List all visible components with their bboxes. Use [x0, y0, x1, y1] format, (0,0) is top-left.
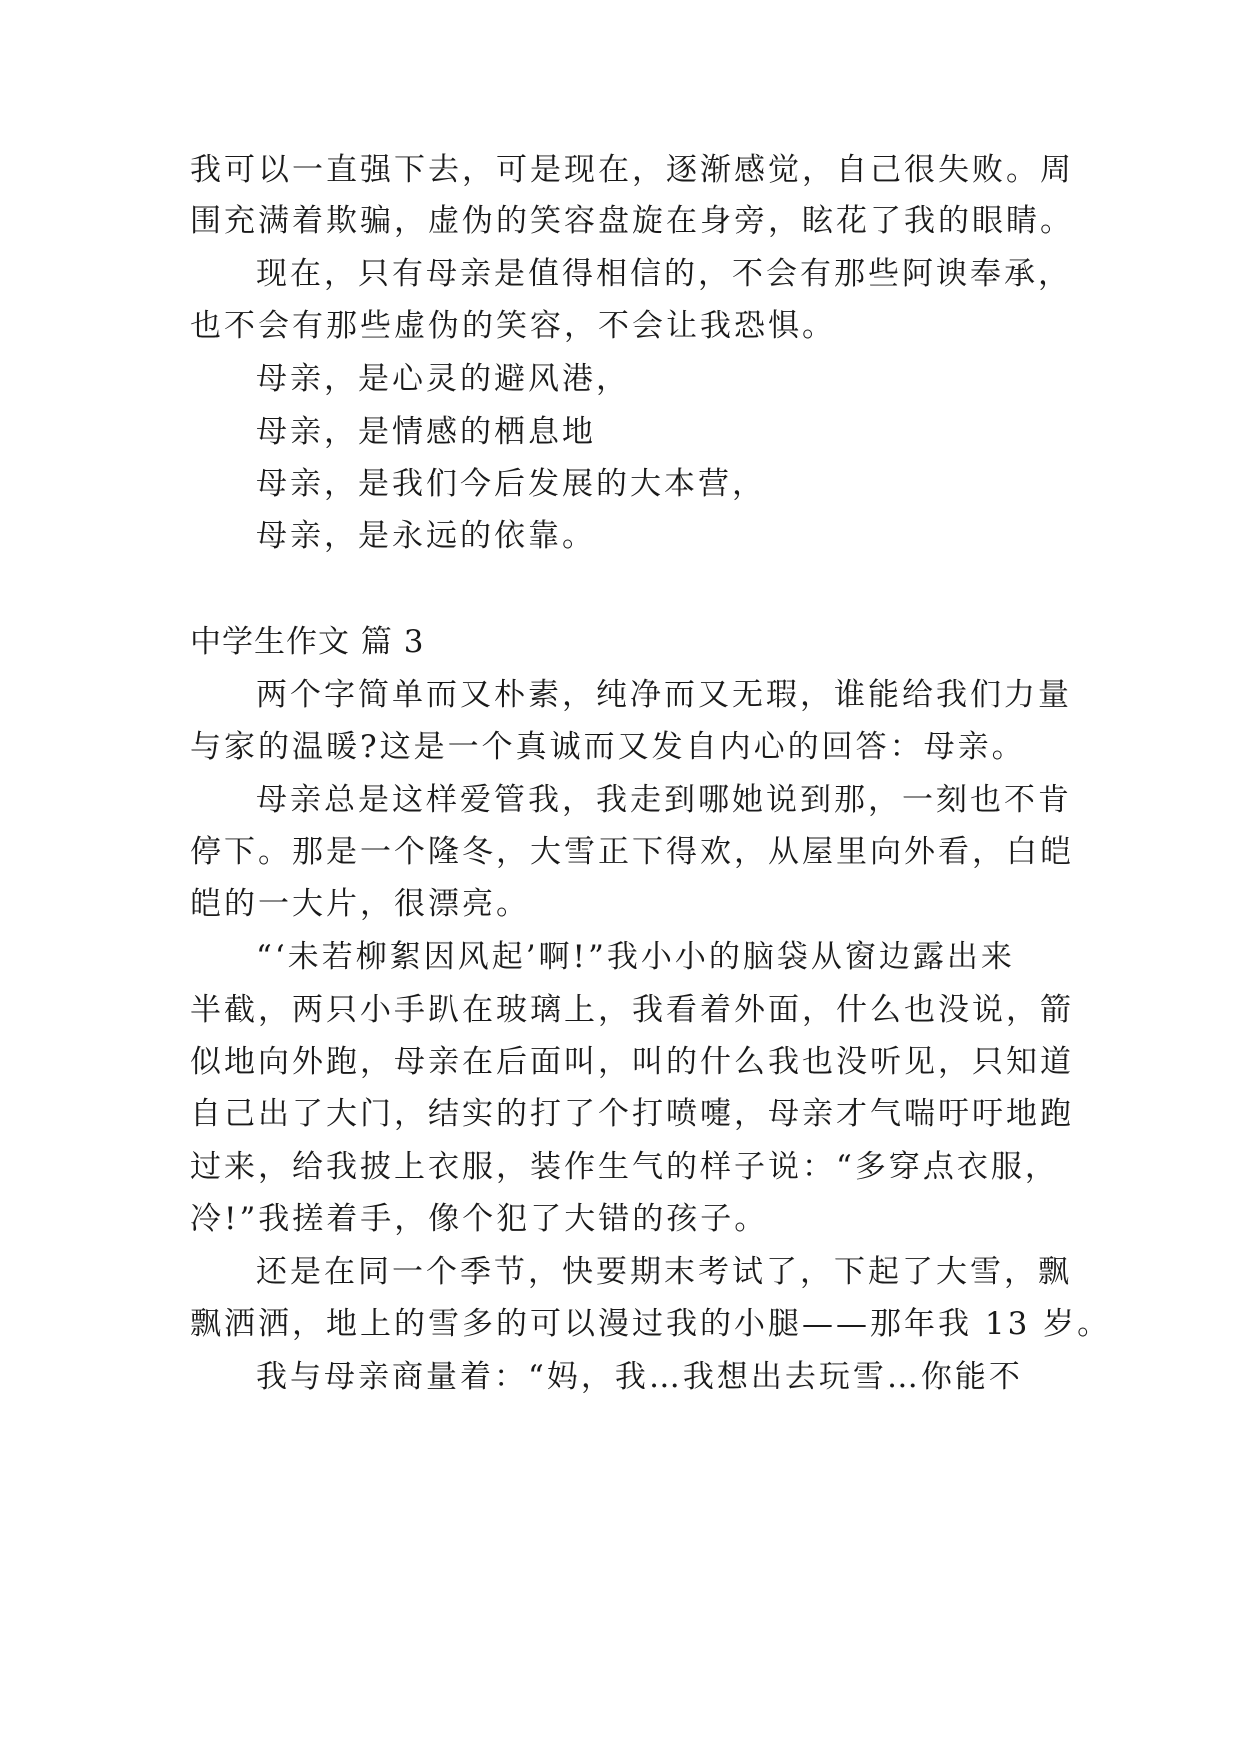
text-line: 我可以一直强下去，可是现在，逐渐感觉，自己很失败。周	[190, 152, 1074, 188]
verse-line: 母亲，是我们今后发展的大本营，	[256, 466, 766, 502]
text-line: 与家的温暖?这是一个真诚而又发自内心的回答：母亲。	[190, 729, 1026, 765]
text-line: 两个字简单而又朴素，纯净而又无瑕，谁能给我们力量	[256, 677, 1072, 713]
text-line: 冷!”我搓着手，像个犯了大错的孩子。	[190, 1201, 769, 1237]
text-line: 停下。那是一个隆冬，大雪正下得欢，从屋里向外看，白皑	[190, 834, 1074, 870]
text-line: 过来，给我披上衣服，装作生气的样子说：“多穿点衣服，	[190, 1149, 1059, 1185]
text-line: 半截，两只小手趴在玻璃上，我看着外面，什么也没说，箭	[190, 992, 1074, 1028]
verse-line: 母亲，是永远的依靠。	[256, 518, 596, 554]
text-line: 飘洒洒，地上的雪多的可以漫过我的小腿——那年我 13 岁。	[190, 1306, 1112, 1342]
verse-line: 母亲，是心灵的避风港，	[256, 361, 630, 397]
text-line: 母亲总是这样爱管我，我走到哪她说到那，一刻也不肯	[256, 782, 1072, 818]
text-line: 还是在同一个季节，快要期末考试了，下起了大雪，飘	[256, 1254, 1072, 1290]
text-line: 自己出了大门，结实的打了个打喷嚏，母亲才气喘吁吁地跑	[190, 1096, 1074, 1132]
text-line: 皑的一大片，很漂亮。	[190, 886, 530, 922]
section-title: 中学生作文 篇 3	[190, 624, 425, 660]
text-line: 现在，只有母亲是值得相信的，不会有那些阿谀奉承，	[256, 256, 1072, 292]
text-line: 似地向外跑，母亲在后面叫，叫的什么我也没听见，只知道	[190, 1044, 1074, 1080]
text-line: 我与母亲商量着：“妈，我…我想出去玩雪…你能不	[256, 1359, 1023, 1395]
verse-line: 母亲，是情感的栖息地	[256, 414, 596, 450]
text-line: “‘未若柳絮因风起’啊!”我小小的脑袋从窗边露出来	[256, 939, 1015, 975]
text-line: 也不会有那些虚伪的笑容，不会让我恐惧。	[190, 308, 836, 344]
text-line: 围充满着欺骗，虚伪的笑容盘旋在身旁，眩花了我的眼睛。	[190, 203, 1074, 239]
